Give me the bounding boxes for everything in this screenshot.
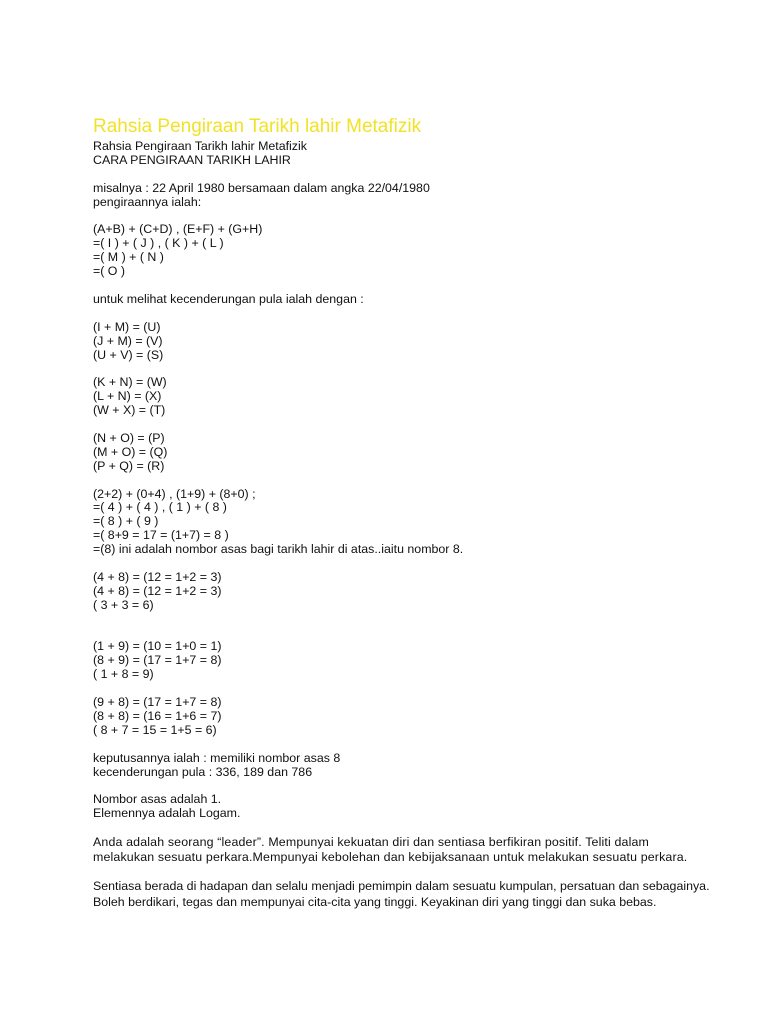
paragraph-leadership: Sentiasa berada di hadapan dan selalu menjadi pemimpin dalam sesuatu kumpulan, persatuan dan sebagainya. Boleh berdikari, tegas dan mempunyai cita-cita yang tinggi. Keyakinan diri yang tinggi dan suka bebas.: [93, 879, 710, 909]
group-1-line: (U + V) = (S): [93, 347, 164, 362]
group-3-line: (P + Q) = (R): [93, 458, 165, 473]
calc-b-line: (1 + 9) = (10 = 1+0 = 1): [93, 639, 222, 654]
example-line: pengiraannya ialah:: [93, 194, 202, 209]
group-2-line: (W + X) = (T): [93, 403, 166, 418]
calc-c-line: (9 + 8) = (17 = 1+7 = 8): [93, 695, 222, 710]
element-line: Elemennya adalah Logam.: [93, 806, 241, 821]
group-2-line: (K + N) = (W): [93, 375, 167, 390]
conclusion-line: keputusannya ialah : memiliki nombor asas 8: [93, 750, 341, 765]
heading-line: CARA PENGIRAAN TARIKH LAHIR: [93, 152, 291, 167]
tendency-line: untuk melihat kecenderungan pula ialah dengan :: [93, 291, 364, 306]
paragraph-leader: Anda adalah seorang “leader”. Mempunyai kekuatan diri dan sentiasa berfikiran positif. Teliti dalam melakukan sesuatu perkara.Mempunyai kebolehan dan kebijaksanaan untuk melakukan sesuatu perkara.: [93, 835, 688, 865]
group-3-line: (M + O) = (Q): [93, 444, 168, 459]
example-line: misalnya : 22 April 1980 bersamaan dalam angka 22/04/1980: [93, 180, 430, 195]
conclusion-line: kecenderungan pula : 336, 189 dan 786: [93, 764, 313, 779]
calc-a-line: ( 3 + 3 = 6): [93, 597, 154, 612]
calc-b-line: (8 + 9) = (17 = 1+7 = 8): [93, 653, 222, 668]
formula-line: =( I ) + ( J ) , ( K ) + ( L ): [93, 236, 224, 251]
subtitle-line: Rahsia Pengiraan Tarikh lahir Metafizik: [93, 139, 307, 153]
group-3-line: (N + O) = (P): [93, 430, 165, 445]
group-1-line: (J + M) = (V): [93, 333, 163, 348]
element-line: Nombor asas adalah 1.: [93, 792, 222, 807]
document-page: [93, 114, 713, 910]
calc-main-line: =( 8+9 = 17 = (1+7) = 8 ): [93, 528, 229, 543]
formula-line: =( M ) + ( N ): [93, 250, 164, 265]
calc-c-line: ( 8 + 7 = 15 = 1+5 = 6): [93, 722, 217, 737]
document-title: Rahsia Pengiraan Tarikh lahir Metafizik: [93, 116, 422, 137]
calc-main-line: =( 8 ) + ( 9 ): [93, 514, 159, 529]
calc-main-line: =(8) ini adalah nombor asas bagi tarikh lahir di atas..iaitu nombor 8.: [93, 542, 464, 557]
calc-main-line: =( 4 ) + ( 4 ) , ( 1 ) + ( 8 ): [93, 500, 227, 515]
group-1-line: (I + M) = (U): [93, 319, 161, 334]
calc-c-line: (8 + 8) = (16 = 1+6 = 7): [93, 709, 222, 723]
group-2-line: (L + N) = (X): [93, 389, 162, 404]
calc-a-line: (4 + 8) = (12 = 1+2 = 3): [93, 583, 222, 598]
calc-a-line: (4 + 8) = (12 = 1+2 = 3): [93, 569, 222, 584]
formula-line: =( O ): [93, 264, 126, 279]
formula-line: (A+B) + (C+D) , (E+F) + (G+H): [93, 222, 263, 237]
calc-main-line: (2+2) + (0+4) , (1+9) + (8+0) ;: [93, 486, 256, 501]
calc-b-line: ( 1 + 8 = 9): [93, 667, 154, 682]
